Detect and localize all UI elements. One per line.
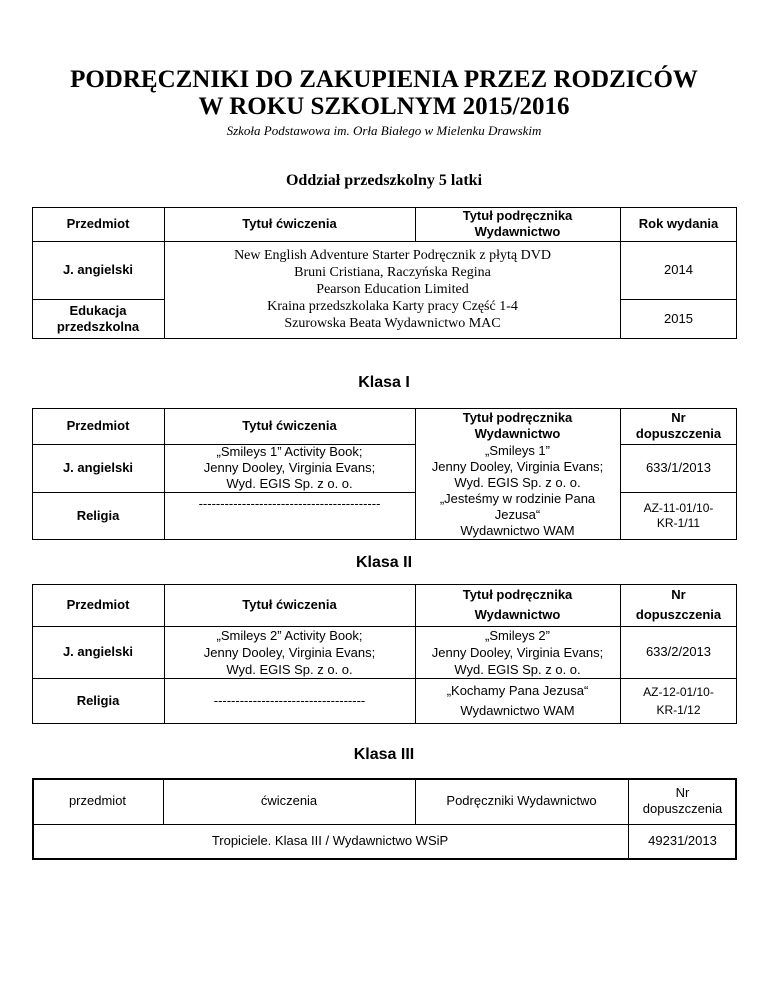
title-line-1: PODRĘCZNIKI DO ZAKUPIENIA PRZEZ RODZICÓW — [70, 66, 698, 93]
header-textbook — [415, 408, 620, 444]
textbook-line: „Smileys 2” — [484, 627, 550, 643]
subject-english: J. angielski — [62, 644, 134, 659]
header-subject: Przedmiot — [66, 597, 130, 612]
number-line: KR-1/12 — [656, 703, 701, 717]
klasa3-table — [32, 778, 737, 860]
header-textbook-line2: Wydawnictwo — [474, 426, 561, 441]
textbook-line: „Smileys 1” — [484, 443, 550, 458]
page-title — [0, 66, 768, 120]
subject-line1: Edukacja — [69, 303, 127, 318]
exercise-line: „Smileys 2” Activity Book; — [216, 627, 363, 643]
subject-english: J. angielski — [62, 460, 134, 475]
list-item: Pearson Education Limited — [316, 282, 469, 297]
textbook-line: Wyd. EGIS Sp. z o. o. — [454, 661, 581, 677]
textbook-english — [415, 626, 620, 678]
header-exercise: Tytuł ćwiczenia — [242, 418, 337, 433]
subject-religion: Religia — [76, 508, 120, 523]
klasa3-merged-row: Tropiciele. Klasa III / Wydawnictwo WSiP — [211, 833, 449, 848]
klasa1-textbook-column — [415, 442, 620, 540]
klasa2-heading: Klasa II — [355, 554, 413, 571]
header-exercise: Tytuł ćwiczenia — [242, 216, 337, 231]
subject-preschool-education — [32, 299, 164, 339]
exercise-religion: ----------------------------------- — [213, 693, 366, 708]
header-exercise: ćwiczenia — [260, 793, 318, 808]
header-number — [620, 584, 737, 626]
number-english: 633/1/2013 — [645, 460, 712, 475]
textbook-line: Wydawnictwo WAM — [460, 523, 575, 538]
header-year: Rok wydania — [638, 216, 719, 231]
header-number-line1: Nr — [671, 410, 686, 425]
number-religion — [620, 492, 737, 540]
list-item: Szurowska Beata Wydawnictwo MAC — [284, 316, 501, 331]
header-number — [620, 408, 737, 444]
exercise-line: Wyd. EGIS Sp. z o. o. — [226, 476, 353, 491]
header-subject: Przedmiot — [66, 216, 130, 231]
header-textbook-line2: Wydawnictwo — [474, 607, 561, 622]
textbook-line: „Kochamy Pana Jezusa“ — [446, 683, 589, 698]
textbook-line: Jezusa“ — [494, 507, 541, 522]
header-subject: Przedmiot — [66, 418, 130, 433]
header-textbook — [415, 584, 620, 626]
klasa1-heading: Klasa I — [358, 374, 410, 391]
subject-line2: przedszkolna — [56, 319, 140, 334]
header-textbook-line1: Tytuł podręcznika — [462, 208, 573, 223]
klasa1-table — [32, 408, 737, 540]
preschool-table — [32, 207, 737, 339]
exercise-line: Jenny Dooley, Virginia Evans; — [203, 460, 376, 475]
header-number — [628, 778, 737, 824]
klasa2-table — [32, 584, 737, 724]
exercise-religion: ------------------------------------------ — [198, 496, 381, 511]
exercise-line: Wyd. EGIS Sp. z o. o. — [226, 661, 353, 677]
header-textbook-line2: Wydawnictwo — [474, 224, 561, 239]
klasa3-heading: Klasa III — [353, 746, 415, 763]
list-item: Kraina przedszkolaka Karty pracy Część 1-4 — [267, 299, 518, 314]
textbook-line: „Jesteśmy w rodzinie Pana — [439, 491, 596, 506]
textbook-line: Wydawnictwo WAM — [460, 703, 575, 718]
exercise-line: „Smileys 1” Activity Book; — [216, 444, 363, 459]
header-exercise: Tytuł ćwiczenia — [242, 597, 337, 612]
header-textbook: Podręczniki Wydawnictwo — [446, 793, 597, 808]
number-english: 633/2/2013 — [645, 644, 712, 659]
number-religion — [620, 678, 737, 724]
header-number-line1: Nr — [675, 785, 690, 800]
number-klasa3: 49231/2013 — [648, 833, 717, 848]
title-line-2: W ROKU SZKOLNYM 2015/2016 — [198, 93, 570, 120]
exercise-line: Jenny Dooley, Virginia Evans; — [203, 644, 376, 660]
textbook-line: Jenny Dooley, Virginia Evans; — [431, 644, 604, 660]
header-subject: przedmiot — [68, 793, 127, 808]
header-number-line2: dopuszczenia — [635, 607, 722, 622]
header-number-line1: Nr — [671, 587, 686, 602]
header-textbook — [415, 207, 620, 241]
textbook-line: Wyd. EGIS Sp. z o. o. — [454, 475, 581, 490]
list-item: New English Adventure Starter Podręcznik z płytą DVD — [234, 248, 551, 263]
list-item: Bruni Cristiana, Raczyńska Regina — [294, 265, 491, 280]
number-line: AZ-11-01/10- — [643, 501, 714, 515]
school-name: Szkoła Podstawowa im. Orła Białego w Mielenku Drawskim — [226, 123, 542, 138]
exercise-english — [164, 444, 415, 492]
preschool-heading: Oddział przedszkolny 5 latki — [285, 172, 483, 189]
number-line: KR-1/11 — [656, 516, 701, 530]
header-textbook-line1: Tytuł podręcznika — [462, 587, 573, 602]
year-preschool: 2015 — [664, 311, 693, 326]
preschool-merged-titles — [165, 247, 620, 339]
header-textbook-line1: Tytuł podręcznika — [462, 410, 573, 425]
textbook-line: Jenny Dooley, Virginia Evans; — [431, 459, 604, 474]
header-number-line2: dopuszczenia — [642, 801, 723, 816]
exercise-english — [164, 626, 415, 678]
subject-religion: Religia — [76, 693, 120, 708]
header-number-line2: dopuszczenia — [635, 426, 722, 441]
subject-english: J. angielski — [62, 262, 134, 277]
year-english: 2014 — [664, 262, 693, 277]
textbook-religion — [415, 678, 620, 724]
number-line: AZ-12-01/10- — [643, 685, 714, 699]
